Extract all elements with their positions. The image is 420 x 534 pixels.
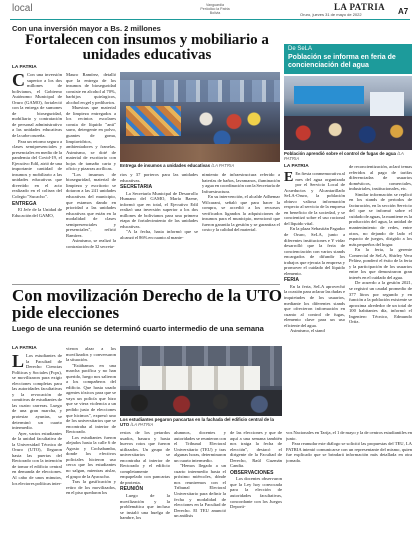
article3-col1-p1: L Los estudiantes de la Facultad de Derecho Ciencias Políticas y Sociales (Fcps), se movilizaron para exigir elecciones completas para las autoridades facultativas y la revocación de comitivas de estudiantes de las cuatro carreras. Luego de una gran marcha, y protestar ayunias, se determinó un cuarto intermedio.: [12, 353, 62, 431]
header-rule: [10, 19, 410, 20]
article2-col1-p1: E En fiesta conmemorativa al mes del agua organizada por el Servicio Local de Acueductos y Alcantarillado SeLA-Oruro, la población obtuvo valiosa información respecto al servicio de la empresa en beneficio de la sociedad, y se concientizó sobre el uso racional del líquido vital.: [284, 171, 345, 226]
article1-kicker: Con una inversión mayor a Bs. 2 millones: [12, 24, 161, 33]
article1-col3-subhead: SECRETARIA: [120, 184, 153, 191]
article1-headline: Fortalecen con insumos y mobiliario a unidades educativas: [25, 32, 269, 63]
article1-col2-p2: Muestras que material de limpieza entregados a los recintos escolares consta de líquido "anti" sarro, detergente en polvo, guantes de goma, limpiavidrios, ambientadores y franelas. Asimismo, se doté de material de escritorio con hojas de tamaño carta y oficio y pizarras acrílicas.: [66, 105, 116, 172]
brand-logo: LA PATRIA: [334, 2, 386, 12]
article3-photo: [120, 346, 282, 416]
photo-stand: [370, 92, 404, 116]
article2-col2-p3: En la feria, la gerente Comercial de SeLA, Shirley Vera Peláez, ponderó el éxito de la feria y la participación de los usuarios entre los que demostraron gran interés en el cuidado del agua.: [349, 247, 412, 280]
article3-col3-p2: Luego de la movilización y la problemática que incluso se instaló una huelga de hambre, los: [120, 493, 170, 521]
photo-banners: [140, 366, 260, 392]
article2-col1-p4: Asimismo, el stand: [290, 328, 325, 334]
article2-col1-p2: En la plaza Sebastián Pagador de Oruro, SeLA, junto a diferentes instituciones e Y vidar desarrolló que la feria de concienciación con varios stands encargados de difundir los trabajos que ejecuta la empresa y promover el cuidado del líquido elemento.: [284, 226, 345, 276]
article2-caption-text: Población aprendió sobre el control de fugas de agua: [284, 151, 396, 156]
article1-col4-p1: nimiento de infraestructura referido a baterías de baños, lavamanos, iluminación y agua en coordinación con la Secretaría de Infraestructura.: [202, 172, 280, 194]
article3-col2-p1: vieron alzar a los movilizados y conversaron la situación.: [66, 346, 116, 363]
article3-col5-subhead: OBSERVACIONES: [230, 469, 274, 476]
article3-subhead: Luego de una reunión se determinó cuarto intermedio de una semana: [12, 324, 264, 333]
section-divider: [12, 284, 280, 285]
article3-photo-caption: [120, 417, 282, 428]
article1-col1-p3: El Jefe de la Unidad de Educación del GAMO,: [12, 207, 62, 218]
section-label: local: [12, 3, 33, 14]
article1-col1-subhead: ENTREGA: [12, 200, 37, 207]
header-date: Oruro, jueves 31 de mayo de 2022: [300, 12, 362, 17]
article3-col4-p2: "Hemos llegado a un cuarto intermedio hasta el próximo miércoles, dónde nos reuniremos con el Tribunal Electoral Universitario para definir la fecha y modalidad de elecciones en la Facultad de Derecho. El TEU anunció un análisis: [174, 463, 226, 519]
article1-photo-caption: [120, 163, 280, 168]
article2-col1-subhead: FERIA: [284, 277, 299, 284]
article1-caption-credit: /LA PATRIA: [211, 163, 235, 168]
article2-col2-p2: Similar información se replicó en los stands de periodos de facturación, en la sección Servicio del que se informó sobre el cuidado de aguas, la mantiene es la producción del agua, la unidad de mantenimiento de redes, entre otros, no dejando de lado el espacio de juegos, dirigido a los más pequeños del hogar.: [349, 191, 412, 247]
article1-col1-p2: Para un retorno seguro a clases semipresenciales y presenciales en medio de la pandemia del Covid-19, el Ejecutivo Edil, atrió de una importante cantidad de insumos y mobiliario a las unidades educativas que divertido en el acto realizado en el colisea del Colegio "Sucacho".: [12, 138, 62, 200]
article2-col2-p4: De acuerdo a la gestión 2021, se registró un caudal promedio de 377 litros por segundo y en función a la población existente se aproxima alrededor de un total de 100 habitantes día, informó el Ingeniero Técnico, Edmundo Ortiz.: [349, 280, 412, 325]
drop-cap-3: L: [12, 353, 25, 371]
page-number: A7: [398, 7, 409, 16]
article3-col2-p3: Los estudiantes fueron alejados hasta la calle 6 de Agosto y Cochabamba, donde los efectivos policiales hicieron uso cerca que los estudiantes no salgan, mientras aislar, el grupo de la Ayacucho.: [66, 434, 116, 479]
article3-col2-p2: "Estábamos en una marcha pacífica y no han querido, luego nos salieron a los compañeros del edificio. Que hasta usado agentes tóxicos para que se vaya un policía que hizo que se viera violencia a un pedido justo de elecciones que hicimos", expresó uno de los universitarios que se encontraba al interior de Rectorado.: [66, 362, 116, 435]
article3-col3-p1: restos de los petardos usados, basura y hasta huevos rotos que fueron utilizados. Un grupo de universitarios se encontraba al interior de Rectorado y el edificio completamente empapelado con pancartas de protesta.: [120, 430, 170, 485]
photo-banner: [294, 86, 364, 104]
article1-col1-p1: C Con una inversión superior a los dos millones de bolivianos, el Gobierno Autónomo Municipal de Oruro (GAMO), fortaleció con la entrega de sumones de bioseguridad, mobiliario y contratación de personal administrativo a las unidades educativas de la urbe orureña.: [12, 72, 62, 139]
article3-column-4: [174, 430, 226, 531]
article3-column-1: [12, 353, 62, 531]
photo-floor: [120, 144, 280, 162]
article3-column-3: [120, 430, 170, 531]
article2-tag: De SeLA: [288, 46, 313, 52]
article1-column-3: [120, 172, 198, 282]
article1-col4-p2: En su intervención, el alcalde Adhemar Wilcarani, señaló que para hacer la compra, se accedió a los recursos verificados ligandos la adquisiciones de insumos para el municipio, mencionó que fueron garantía la gestión y se garantiza el costo y la calidad del material.: [202, 194, 280, 233]
article3-col1-p2: Ayer, varios estudiantes de la unidad facultativa de la Universidad Técnica de Oruro (UTO), llegaron hasta las puertas del Rectorado con la intención de tomar el edificio central en demanda de elecciones. Al cabo de unos minutos, los electores políticas inter-: [12, 430, 62, 486]
tagline-line-2: Periódico la Patria Bolivia: [200, 7, 230, 16]
article1-byline: LA PATRIA: [12, 65, 37, 70]
article3-headline: Con movilización Derecho de la UTO pide elecciones: [12, 286, 282, 322]
article1-col2-p4: Asimismo, se realizó la contratación de 32 secreta-: [66, 238, 116, 249]
article3-caption-text: Los estudiantes pegaron pancartas en la fachada del edificio central de la UTO: [120, 417, 274, 428]
photo-students: [120, 390, 282, 416]
article3-col2-p4: Tras la gasificación y retiro de los movilizados, en el piso quedaron los: [66, 479, 116, 496]
photo-boxes: [126, 106, 181, 136]
article1-caption-text: Entrega de insumos a unidades educativas: [120, 163, 211, 168]
article3-col4-p1: alumnos, docentes y autoridades se reunieron con el Tribunal Electoral Universitario (TEU) y tras algunas horas, determinaron un cuarto intermedio.: [174, 430, 226, 463]
article3-caption-credit: /LA PATRIA: [130, 422, 154, 428]
article2-column-1: [284, 171, 345, 337]
drop-cap-2: E: [284, 171, 294, 185]
article2-column-2: [349, 164, 412, 337]
article1-column-4: [202, 172, 280, 282]
article3-col6-p2: Para reanudar este diálogo se solicitó las propuestas del TEU, LA PATRIA intentó comunicarse con un representante del mismo, quien fue explicado que se brindará información más detallada en otra jornada.: [286, 441, 412, 463]
article3-col5-p2: Los docentes observaron que la Ley hoy convocada para la elección de autoridades facultativas, concordante con los Juegos Deporti-: [230, 476, 282, 510]
article3-col6-p1: vos Nacionales en Tarija, el 1 de mayo y la de centros estudiantiles en junio.: [286, 430, 412, 441]
article2-photo-caption: [284, 151, 412, 162]
article2-byline: LA PATRIA: [284, 164, 309, 169]
article2-col2-p1: de reconcientización, aclaró temas referidos al pago de tarifas diferenciadas de usuarios domésticos, comerciales, industriales, institucionales, etc.: [349, 164, 412, 192]
article1-col2-p3: "Los insumos de bioseguridad, material de limpieza y escritorio se dotaron a las 241 unidades educativas del municipio, que estamos dando en prioridad a las unidades educativas que están en la modalidad de clases semipresenciales y presenciales", refirió Ramírez.: [66, 171, 116, 238]
article3-column-6: [286, 430, 412, 531]
article2-caption-credit: /LA PATRIA: [284, 151, 404, 162]
photo-shelves: [120, 80, 280, 102]
article1-photo: [120, 72, 280, 162]
article3-column-5: [230, 430, 282, 531]
tagline-line-1: Vanguardia: [205, 3, 225, 7]
article3-byline: LA PATRIA: [12, 346, 37, 351]
article1-col3-p2: La Secretaría Municipal de Desarrollo Humano del GAMO, María Baene, informó que en total, el Ejecutivo Edil realizó una inversión superior a los dos millones de bolivianos para una primera etapa de fortalecimiento de las unidades educativas.: [120, 190, 198, 229]
article3-col3-subhead: REUNIÓN: [120, 486, 144, 493]
article2-header-box: [284, 44, 412, 74]
article2-col1-p3: En la feria, SeLA aprovechó la ocasión para aclarar las dudas e inquietudes de los usuarios, mediante los diferentes stands que ofrecieron información en cuanto al control de fugas, elemento clave para un uso eficiente del agua.: [284, 283, 345, 328]
article3-column-2: [66, 346, 116, 531]
photo-crowd: [284, 116, 412, 150]
header-tagline: [195, 3, 235, 16]
article1-column-1: [12, 72, 62, 282]
article2-headline: Población se informa en feria de concienciación del agua: [288, 54, 396, 69]
page-header: [0, 0, 420, 26]
article1-col3-p3: "A la fecha, hasta informó que se alcanzó el 86% en cuanto al mante-: [120, 229, 198, 241]
article2-photo: [284, 76, 412, 150]
drop-cap: C: [12, 72, 25, 90]
article1-col3-p1: rios y 37 porteros para las unidades educativas.: [120, 172, 198, 183]
article3-col5-p1: de las elecciones y que de aquí a una semana también nos traiga la fecha de elección", destacó el dirigente de la Facultad de Derecho, Raúl Guzmán Candia.: [230, 430, 282, 469]
article1-col2-p1: Mauro Ramírez, detalló que la entrega de los insumos de bioseguridad consiste en alcohol al 70%, barbijos quirúrgicos, alcohol en gel y pediluvios.: [66, 72, 116, 105]
article1-column-2: [66, 72, 116, 282]
